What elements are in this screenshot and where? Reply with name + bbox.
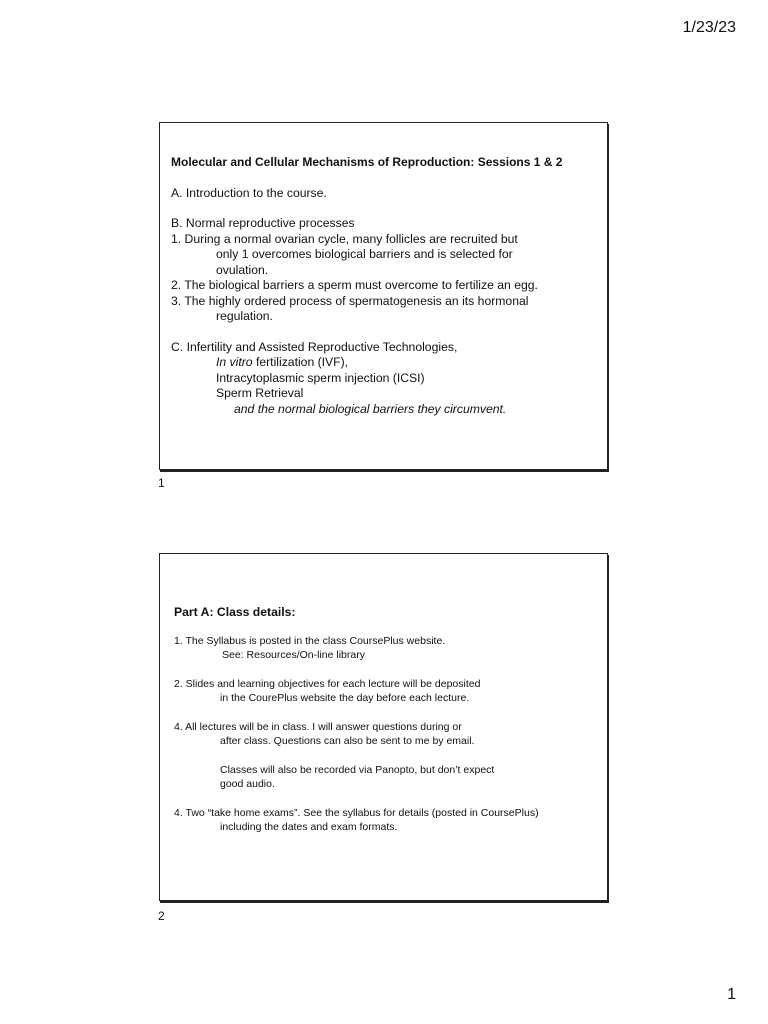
slide-1-content xyxy=(171,155,601,417)
section-b-item-2: 2. The biological barriers a sperm must overcome to fertilize an egg. xyxy=(171,278,538,292)
section-b-item-3-line-2: regulation. xyxy=(216,309,273,323)
item-1-line-1: 1. The Syllabus is posted in the class CoursePlus website. xyxy=(174,635,446,647)
item-3-line-1: 4. All lectures will be in class. I will answer questions during or xyxy=(174,721,462,733)
section-b-item-3-line-1: 3. The highly ordered process of spermatogenesis an its hormonal xyxy=(171,293,529,308)
section-a-text: A. Introduction to the course. xyxy=(171,185,327,200)
section-c-heading: C. Infertility and Assisted Reproductive Technologies, xyxy=(171,339,458,354)
class-detail-item-3 xyxy=(174,720,604,748)
section-b-item-1-line-2: only 1 overcomes biological barriers and is selected for xyxy=(216,247,513,261)
item-4-line-2: including the dates and exam formats. xyxy=(220,821,398,833)
page-date: 1/23/23 xyxy=(682,19,736,36)
item-2-line-2: in the CourePlus website the day before each lecture. xyxy=(220,692,470,704)
item-1-line-2: See: Resources/On-line library xyxy=(222,649,365,661)
slide-2-number: 2 xyxy=(158,909,165,923)
class-detail-item-2 xyxy=(174,677,604,705)
slide-1-title: Molecular and Cellular Mechanisms of Reproduction: Sessions 1 & 2 xyxy=(171,155,563,169)
section-b-item-1-line-3: ovulation. xyxy=(216,262,269,277)
slide-1 xyxy=(159,122,608,470)
slide-2-title: Part A: Class details: xyxy=(174,605,296,619)
slide-2-content xyxy=(174,605,604,849)
class-detail-item-3b xyxy=(174,763,604,791)
item-3b-line-1: Classes will also be recorded via Panopto, but don’t expect xyxy=(220,764,495,776)
slide-1-number: 1 xyxy=(158,476,165,490)
section-c-ivf xyxy=(171,355,601,371)
section-c-icsi: Intracytoplasmic sperm injection (ICSI) xyxy=(216,370,425,385)
section-c-retrieval: Sperm Retrieval xyxy=(216,386,304,400)
item-3b-line-2: good audio. xyxy=(220,778,275,790)
item-4-line-1: 4. Two “take home exams”. See the syllabus for details (posted in CoursePlus) xyxy=(174,807,539,819)
slide-2 xyxy=(159,553,608,901)
section-b-item-1-line-1: 1. During a normal ovarian cycle, many follicles are recruited but xyxy=(171,231,518,246)
section-b-heading: B. Normal reproductive processes xyxy=(171,216,355,230)
item-3-line-2: after class. Questions can also be sent to me by email. xyxy=(220,735,475,747)
ivf-italic-text: In vitro xyxy=(216,355,253,369)
class-detail-item-1 xyxy=(174,634,604,662)
section-c-closing: and the normal biological barriers they circumvent. xyxy=(234,401,507,416)
ivf-rest-text: fertilization (IVF), xyxy=(252,355,349,369)
item-2-line-1: 2. Slides and learning objectives for each lecture will be deposited xyxy=(174,678,481,690)
class-detail-item-4 xyxy=(174,806,604,834)
page-number: 1 xyxy=(727,986,736,1003)
